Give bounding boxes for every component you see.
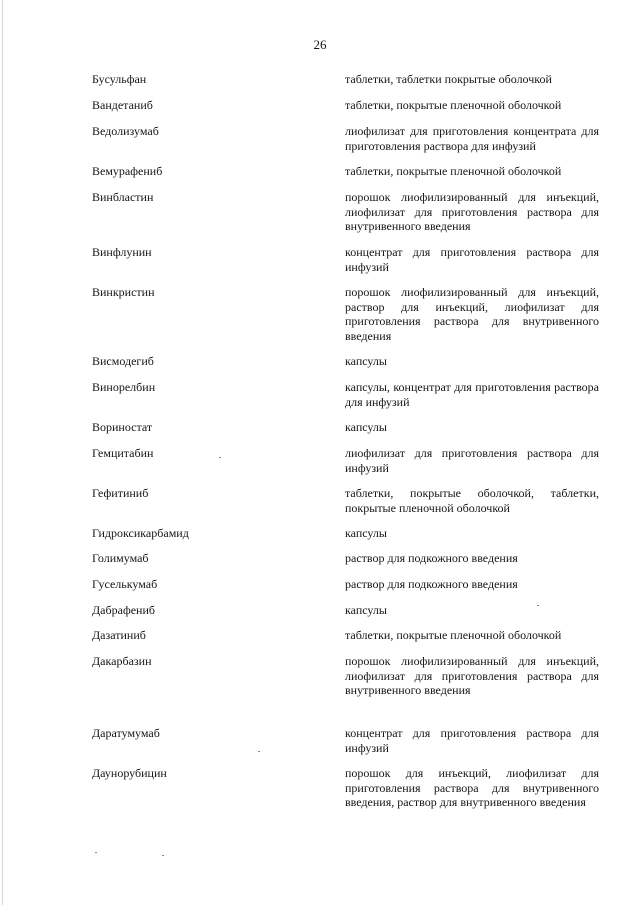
scan-speck xyxy=(258,751,260,752)
drug-name: Винфлунин xyxy=(92,245,152,259)
dosage-form: порошок для инъекций, лиофилизат для приготовления раствора для внутривенного введения, раствор для внутривенного введения xyxy=(345,766,599,809)
scan-edge-line xyxy=(2,0,3,905)
dosage-form: концентрат для приготовления раствора для инфузий xyxy=(345,245,599,274)
scan-speck xyxy=(162,855,164,856)
dosage-form: капсулы, концентрат для приготовления раствора для инфузий xyxy=(345,380,599,409)
dosage-form: капсулы xyxy=(345,354,387,368)
page-number: 26 xyxy=(313,37,327,52)
drug-name: Ведолизумаб xyxy=(92,124,159,138)
drug-name: Гефитиниб xyxy=(92,486,149,500)
drug-name: Дабрафениб xyxy=(92,603,155,617)
drug-name: Даунорубицин xyxy=(92,766,167,780)
drug-name: Дакарбазин xyxy=(92,654,152,668)
drug-name: Винкристин xyxy=(92,285,155,299)
drug-name: Дазатиниб xyxy=(92,628,146,642)
dosage-form: капсулы xyxy=(345,603,387,617)
dosage-form: таблетки, покрытые оболочкой, таблетки, покрытые пленочной оболочкой xyxy=(345,486,599,515)
drug-name: Вориностат xyxy=(92,420,153,434)
dosage-form: раствор для подкожного введения xyxy=(345,551,518,565)
drug-name: Гуселькумаб xyxy=(92,577,158,591)
drug-name: Гемцитабин xyxy=(92,446,154,460)
dosage-form: порошок лиофилизированный для инъекций, раствор для инъекций, лиофилизат для приготовления раствора для внутривенного введения xyxy=(345,285,599,343)
drug-name: Винорелбин xyxy=(92,380,156,394)
dosage-form: капсулы xyxy=(345,420,387,434)
drug-name: Даратумумаб xyxy=(92,726,160,740)
drug-name: Голимумаб xyxy=(92,551,149,565)
scan-speck xyxy=(219,457,221,458)
dosage-form: порошок лиофилизированный для инъекций, лиофилизат для приготовления раствора для внутривенного введения xyxy=(345,654,599,697)
drug-name: Бусульфан xyxy=(92,72,147,86)
dosage-form: таблетки, покрытые пленочной оболочкой xyxy=(345,98,562,112)
dosage-form: таблетки, таблетки покрытые оболочкой xyxy=(345,72,552,86)
dosage-form: концентрат для приготовления раствора для инфузий xyxy=(345,726,599,755)
dosage-form: таблетки, покрытые пленочной оболочкой xyxy=(345,628,562,642)
dosage-form: лиофилизат для приготовления раствора для инфузий xyxy=(345,446,599,475)
drug-name: Винбластин xyxy=(92,190,154,204)
dosage-form: таблетки, покрытые пленочной оболочкой xyxy=(345,164,562,178)
drug-name: Вандетаниб xyxy=(92,98,153,112)
drug-name: Гидроксикарбамид xyxy=(92,526,189,540)
scan-speck xyxy=(537,605,539,606)
scan-speck xyxy=(95,852,97,853)
dosage-form: порошок лиофилизированный для инъекций, лиофилизат для приготовления раствора для внутривенного введения xyxy=(345,190,599,233)
dosage-form: капсулы xyxy=(345,526,387,540)
dosage-form: раствор для подкожного введения xyxy=(345,577,518,591)
drug-name: Вемурафениб xyxy=(92,164,163,178)
drug-name: Висмодегиб xyxy=(92,354,154,368)
dosage-form: лиофилизат для приготовления концентрата для приготовления раствора для инфузий xyxy=(345,124,599,153)
